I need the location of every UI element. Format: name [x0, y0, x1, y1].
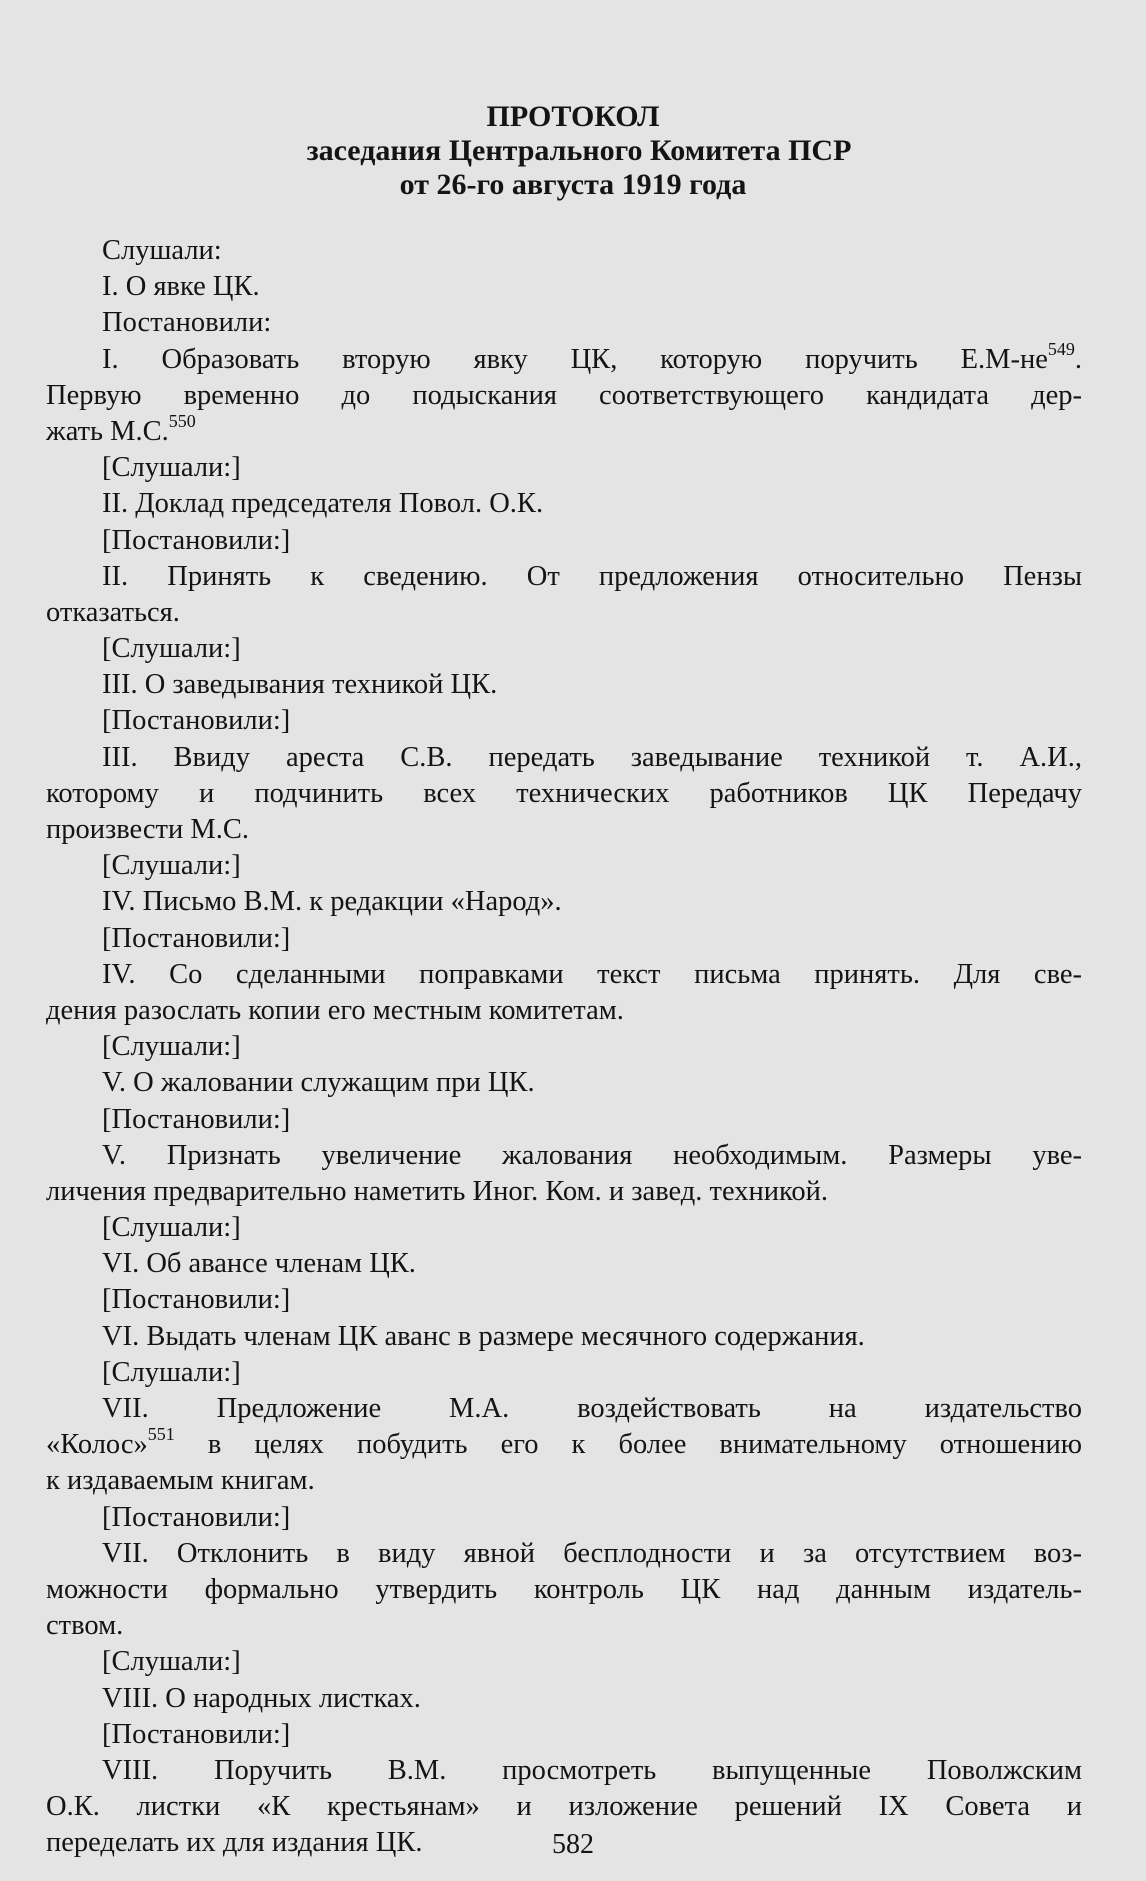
item-text: V. О жаловании служащим при ЦК. [102, 1067, 535, 1099]
section-heading: [Постановили:] [102, 524, 291, 556]
item-text: произвести М.С. [46, 814, 249, 845]
section-heading: Слушали: [102, 235, 222, 266]
section-heading: [Постановили:] [102, 705, 291, 737]
item-text: IV. Письмо В.М. к редакции «Народ». [102, 886, 562, 918]
item-text: II. Принять к сведению. От предложения относительно Пензы [102, 560, 1082, 592]
item-text: можности формально утвердить контроль ЦК над данным издатель- [46, 1573, 1082, 1605]
item-text: VII. Отклонить в виду явной бесплодности и за отсутствием воз- [102, 1537, 1082, 1569]
item-text: О.К. листки «К крестьянам» и изложение решений IX Совета и [46, 1791, 1082, 1823]
item-text: Первую временно до подыскания соответствующего кандидата дер- [46, 379, 1082, 411]
item-text: III. Ввиду ареста С.В. передать заведывание техникой т. А.И., [102, 741, 1082, 773]
title-block [0, 100, 1146, 202]
item-text: «Колос»$^{551}$ в целях побудить его к более внимательному отношению [46, 1424, 1082, 1461]
item-text: VIII. Поручить В.М. просмотреть выпущенные Поволжским [102, 1754, 1082, 1786]
item-text: VII. Предложение М.А. воздействовать на издательство [102, 1393, 1082, 1424]
section-heading: Постановили: [102, 307, 272, 339]
section-heading: [Слушали:] [102, 452, 241, 484]
item-text: ством. [46, 1610, 124, 1642]
item-text: личения предварительно наметить Иног. Ком. и завед. техникой. [46, 1175, 829, 1207]
section-heading: [Слушали:] [102, 1356, 241, 1388]
footnote-marker: 551 [147, 1424, 175, 1445]
footnote-marker: 549 [1047, 338, 1075, 359]
document-title: ПРОТОКОЛ [486, 100, 660, 133]
page-number: 582 [552, 1829, 594, 1860]
item-text: которому и подчинить всех технических работников ЦК Передачу [46, 777, 1082, 809]
item-text: к издаваемым книгам. [46, 1465, 315, 1497]
item-text: переделать их для издания ЦК. [46, 1827, 423, 1859]
item-text: II. Доклад председателя Повол. О.К. [102, 488, 544, 520]
item-text: IV. Со сделанными поправками текст письма принять. Для све- [102, 958, 1082, 990]
section-heading: [Постановили:] [102, 1501, 291, 1533]
item-text: VIII. О народных листках. [102, 1682, 421, 1714]
item-text: VI. Об авансе членам ЦК. [102, 1248, 416, 1280]
item-text: III. О заведывания техникой ЦК. [102, 669, 498, 701]
section-heading: [Постановили:] [102, 1284, 291, 1316]
item-text: дения разослать копии его местным комитетам. [46, 994, 624, 1026]
item-text: VI. Выдать членам ЦК аванс в размере месячного содержания. [102, 1320, 865, 1352]
item-text: I. О явке ЦК. [102, 271, 260, 303]
section-heading: [Слушали:] [102, 1031, 241, 1063]
section-heading: [Слушали:] [102, 1646, 241, 1678]
section-heading: [Постановили:] [102, 922, 291, 954]
footnote-marker: 550 [168, 410, 196, 431]
section-heading: [Слушали:] [102, 850, 241, 882]
item-text: V. Признать увеличение жалования необходимым. Размеры уве- [102, 1139, 1082, 1171]
item-text: I. Образовать вторую явку ЦК, которую поручить $Е.М-не^{549}$. [102, 338, 1082, 375]
document-subtitle: заседания Центрального Комитета ПСР [306, 134, 852, 167]
protocol-body [46, 233, 1082, 1861]
item-text: жать М.С.$^{550}$ [46, 410, 196, 447]
section-heading: [Слушали:] [102, 1212, 241, 1244]
item-text: отказаться. [46, 596, 180, 628]
section-heading: [Постановили:] [102, 1718, 291, 1750]
document-date: от 26-го августа 1919 года [399, 168, 747, 201]
section-heading: [Слушали:] [102, 633, 241, 665]
section-heading: [Постановили:] [102, 1103, 291, 1135]
